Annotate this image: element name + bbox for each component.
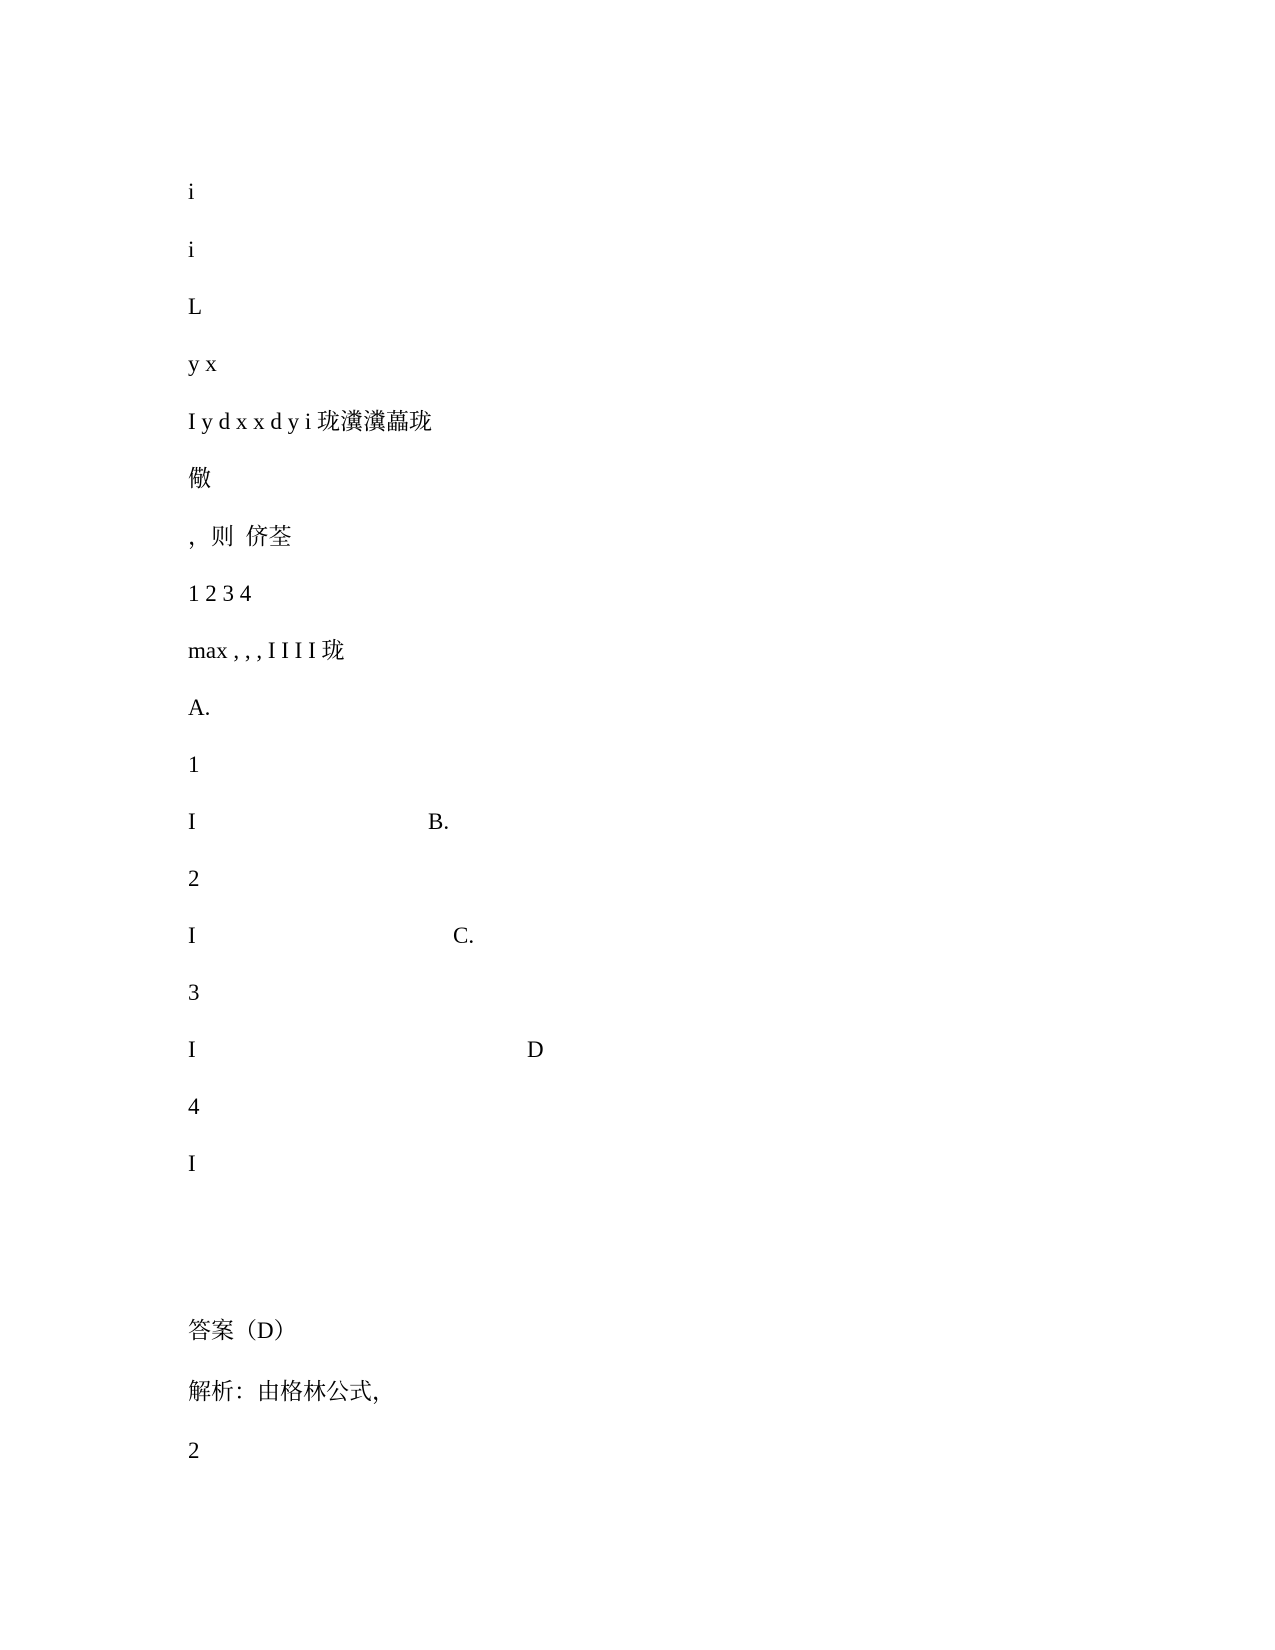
text-line: 儆 [188,466,211,491]
text-line: 2 [188,866,200,891]
text-line: 1 2 3 4 [188,581,252,606]
text-line: max , , , I I I I 珑 [188,638,345,663]
text-line: 3 [188,980,200,1005]
text-line: I [188,1151,196,1176]
option-c-label: C. [453,923,475,948]
answer-line: 答案（D） [188,1318,297,1343]
footer-number: 2 [188,1438,200,1463]
option-b-label: B. [428,809,450,834]
text-line: L [188,294,203,319]
text-line: i [188,179,195,204]
text-line: I [188,809,196,834]
text-line: I y d x x d y i 珑瀵瀵藟珑 [188,409,433,434]
option-d-label: D [527,1037,544,1062]
text-line: ，则 侪荃 [188,524,292,549]
option-a-label: A. [188,695,211,720]
text-line: i [188,237,195,262]
analysis-line: 解析：由格林公式， [188,1379,395,1404]
text-line: y x [188,351,217,376]
text-line: I [188,923,196,948]
text-line: I [188,1037,196,1062]
text-line: 4 [188,1094,200,1119]
text-line: 1 [188,752,200,777]
